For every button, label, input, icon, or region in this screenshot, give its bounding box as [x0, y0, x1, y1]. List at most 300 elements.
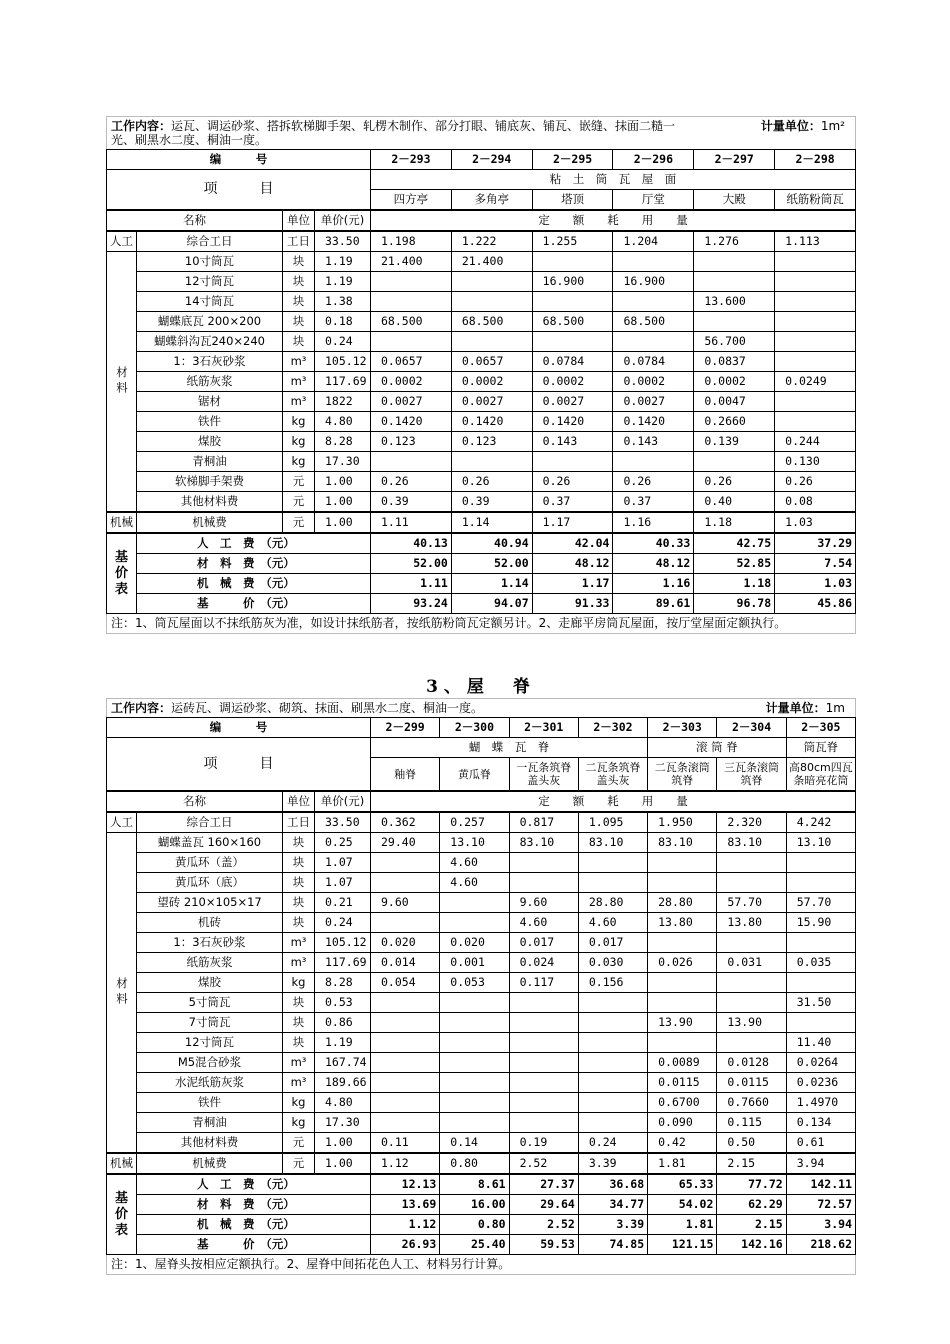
- quota-value: [371, 993, 440, 1013]
- base-label: 基 价 （元）: [137, 594, 371, 614]
- quota-value: 0.39: [451, 492, 532, 513]
- quota-value: [578, 1113, 647, 1133]
- resource-name: 1：3石灰砂浆: [137, 933, 283, 953]
- quota-value: 0.143: [613, 432, 694, 452]
- resource-name: 综合工日: [137, 231, 283, 252]
- table-row: [107, 492, 856, 513]
- resource-unit: m³: [283, 352, 315, 372]
- quota-value: [694, 252, 775, 272]
- quota-value: 1.18: [694, 512, 775, 533]
- resource-name: 煤胶: [137, 973, 283, 993]
- quota-value: [578, 1013, 647, 1033]
- quota-value: 0.0002: [694, 372, 775, 392]
- quota-value: 0.0027: [532, 392, 613, 412]
- quota-value: [648, 873, 717, 893]
- table-row: [107, 738, 856, 758]
- resource-unit: 块: [283, 1033, 315, 1053]
- work-content-label: 工作内容：: [111, 701, 172, 715]
- quota-value: 0.0027: [451, 392, 532, 412]
- quota-value: 0.0047: [694, 392, 775, 412]
- item-label: 项 目: [107, 170, 371, 211]
- quota-value: [717, 933, 786, 953]
- base-value: 1.14: [451, 574, 532, 594]
- unit-value: 1m: [825, 701, 845, 715]
- code-label: 编 号: [107, 718, 371, 738]
- sub-item-cell: 纸筋粉筒瓦: [775, 190, 856, 211]
- quota-value: 0.001: [440, 953, 509, 973]
- base-label: 机 械 费 （元）: [137, 574, 371, 594]
- base-value: 48.12: [532, 554, 613, 574]
- quota-value: [717, 1033, 786, 1053]
- table-row: [107, 1093, 856, 1113]
- resource-price: 4.80: [315, 1093, 371, 1113]
- resource-name: 12寸筒瓦: [137, 272, 283, 292]
- quota-value: [509, 1013, 578, 1033]
- quota-value: [371, 452, 452, 472]
- quota-value: [509, 993, 578, 1013]
- resource-price: 105.12: [315, 933, 371, 953]
- quota-value: 0.362: [371, 812, 440, 833]
- quota-value: 0.26: [694, 472, 775, 492]
- quota-value: [509, 1053, 578, 1073]
- table-row: [107, 853, 856, 873]
- quota-value: [371, 1093, 440, 1113]
- quota-value: 1.81: [648, 1153, 717, 1174]
- header-name: 名称: [107, 791, 283, 812]
- quota-value: 4.242: [786, 812, 855, 833]
- base-value: 25.40: [440, 1235, 509, 1255]
- resource-price: 1.07: [315, 853, 371, 873]
- resource-price: 17.30: [315, 1113, 371, 1133]
- quota-value: 13.80: [717, 913, 786, 933]
- quota-value: 1.113: [775, 231, 856, 252]
- quota-value: 15.90: [786, 913, 855, 933]
- table-row: [107, 432, 856, 452]
- resource-name: 机械费: [137, 512, 283, 533]
- quota-value: 0.0089: [648, 1053, 717, 1073]
- quota-value: 0.020: [440, 933, 509, 953]
- quota-value: [648, 973, 717, 993]
- code-cell: 2－293: [371, 150, 452, 170]
- table-row: [107, 812, 856, 833]
- resource-name: 其他材料费: [137, 1133, 283, 1154]
- base-value: 37.29: [775, 533, 856, 554]
- base-value: 1.16: [613, 574, 694, 594]
- quota-value: [371, 1053, 440, 1073]
- quota-value: 0.42: [648, 1133, 717, 1154]
- quota-value: 0.6700: [648, 1093, 717, 1113]
- base-value: 42.75: [694, 533, 775, 554]
- resource-unit: 元: [283, 1153, 315, 1174]
- base-value: 52.00: [371, 554, 452, 574]
- quota-value: 0.031: [717, 953, 786, 973]
- quota-value: [613, 292, 694, 312]
- sub-item-cell: 厅堂: [613, 190, 694, 211]
- quota-value: 0.0115: [648, 1073, 717, 1093]
- category-material: 材料: [107, 252, 137, 513]
- base-value: 72.57: [786, 1195, 855, 1215]
- table-row: [107, 1133, 856, 1154]
- base-value: 12.13: [371, 1174, 440, 1195]
- resource-unit: m³: [283, 933, 315, 953]
- base-value: 7.54: [775, 554, 856, 574]
- quota-value: 2.15: [717, 1153, 786, 1174]
- table-row: [107, 1113, 856, 1133]
- quota-value: [694, 272, 775, 292]
- work-content: [111, 701, 695, 715]
- quota-value: [775, 412, 856, 432]
- sub-item-cell: 黄瓜脊: [440, 758, 509, 792]
- table-row: [107, 933, 856, 953]
- base-value: 2.52: [509, 1215, 578, 1235]
- quota-value: 1.16: [613, 512, 694, 533]
- table-row: [107, 791, 856, 812]
- quota-value: 68.500: [451, 312, 532, 332]
- quota-value: 11.40: [786, 1033, 855, 1053]
- unit-label: 计量单位：: [760, 119, 821, 133]
- resource-name: 7寸筒瓦: [137, 1013, 283, 1033]
- quota-value: 0.143: [532, 432, 613, 452]
- base-value: 62.29: [717, 1195, 786, 1215]
- quota-value: 0.0002: [371, 372, 452, 392]
- base-value: 96.78: [694, 594, 775, 614]
- quota-value: [440, 993, 509, 1013]
- base-value: 34.77: [578, 1195, 647, 1215]
- quota-value: 4.60: [509, 913, 578, 933]
- quota-value: 0.017: [509, 933, 578, 953]
- resource-unit: 块: [283, 292, 315, 312]
- quota-value: [775, 312, 856, 332]
- code-cell: 2－295: [532, 150, 613, 170]
- quota-value: [509, 1033, 578, 1053]
- quota-value: [717, 973, 786, 993]
- quota-value: 13.80: [648, 913, 717, 933]
- quota-value: [371, 1033, 440, 1053]
- quota-value: [371, 1073, 440, 1093]
- quota-value: [371, 873, 440, 893]
- resource-unit: 元: [283, 492, 315, 513]
- quota-value: [775, 352, 856, 372]
- quota-value: 13.600: [694, 292, 775, 312]
- base-value: 42.04: [532, 533, 613, 554]
- resource-price: 1.19: [315, 252, 371, 272]
- quota-value: 0.053: [440, 973, 509, 993]
- quota-value: 1.950: [648, 812, 717, 833]
- quota-value: [613, 332, 694, 352]
- category-labor: 人工: [107, 812, 137, 833]
- base-value: 1.12: [371, 1215, 440, 1235]
- base-value: 1.03: [775, 574, 856, 594]
- table-row: [107, 1153, 856, 1174]
- quota-value: 13.10: [786, 833, 855, 853]
- sub-item-cell: 塔顶: [532, 190, 613, 211]
- quota-value: 1.03: [775, 512, 856, 533]
- quota-value: [371, 292, 452, 312]
- table-row: [107, 412, 856, 432]
- quota-value: 68.500: [613, 312, 694, 332]
- quota-value: [371, 272, 452, 292]
- table-row: [107, 292, 856, 312]
- base-value: 48.12: [613, 554, 694, 574]
- table-row: [107, 953, 856, 973]
- table-row: [107, 893, 856, 913]
- code-cell: 2－302: [578, 718, 647, 738]
- resource-name: 12寸筒瓦: [137, 1033, 283, 1053]
- header-price: 单价(元): [315, 210, 371, 231]
- resource-unit: 元: [283, 472, 315, 492]
- resource-name: 水泥纸筋灰浆: [137, 1073, 283, 1093]
- category-material: 材料: [107, 833, 137, 1154]
- quota-value: 57.70: [786, 893, 855, 913]
- quota-value: 0.1420: [451, 412, 532, 432]
- work-content-header: [106, 698, 856, 717]
- resource-unit: 块: [283, 1013, 315, 1033]
- quota-value: 1.17: [532, 512, 613, 533]
- quota-value: 0.030: [578, 953, 647, 973]
- resource-price: 1.00: [315, 492, 371, 513]
- sub-item-cell: 四方亭: [371, 190, 452, 211]
- table-row: [107, 170, 856, 190]
- resource-price: 0.25: [315, 833, 371, 853]
- work-content-text: 运瓦、调运砂浆、搭拆软梯脚手架、轧楞木制作、部分打眼、铺底灰、铺瓦、嵌缝、抹面二糙一光、刷黑水二度、桐油一度。: [111, 119, 676, 147]
- quota-value: 4.60: [440, 873, 509, 893]
- resource-price: 117.69: [315, 372, 371, 392]
- base-value: 52.00: [451, 554, 532, 574]
- base-value: 65.33: [648, 1174, 717, 1195]
- quota-value: 0.020: [371, 933, 440, 953]
- quota-value: 0.156: [578, 973, 647, 993]
- base-value: 13.69: [371, 1195, 440, 1215]
- quota-value: 0.19: [509, 1133, 578, 1154]
- quota-value: [509, 873, 578, 893]
- quota-value: [578, 993, 647, 1013]
- sub-item-cell: 一瓦条筑脊盖头灰: [509, 758, 578, 792]
- quota-value: 0.0264: [786, 1053, 855, 1073]
- quota-value: 29.40: [371, 833, 440, 853]
- resource-name: 纸筋灰浆: [137, 372, 283, 392]
- base-value: 93.24: [371, 594, 452, 614]
- measure-unit: [695, 119, 851, 147]
- category-base: 基价表: [107, 1174, 137, 1255]
- table-row: [107, 1053, 856, 1073]
- quota-value: [509, 1113, 578, 1133]
- quota-value: 0.26: [613, 472, 694, 492]
- quota-value: [509, 1073, 578, 1093]
- work-content-header: [106, 116, 856, 149]
- quota-sheet-ridge: [106, 676, 856, 1275]
- quota-value: [578, 1033, 647, 1053]
- quota-value: 0.1420: [532, 412, 613, 432]
- quota-value: 0.017: [578, 933, 647, 953]
- base-label: 人 工 费 （元）: [137, 533, 371, 554]
- resource-price: 1822: [315, 392, 371, 412]
- resource-price: 117.69: [315, 953, 371, 973]
- resource-unit: kg: [283, 432, 315, 452]
- base-value: 3.39: [578, 1215, 647, 1235]
- table-row: [107, 150, 856, 170]
- resource-unit: m³: [283, 1073, 315, 1093]
- quota-value: [371, 853, 440, 873]
- quota-value: 13.10: [440, 833, 509, 853]
- quota-value: [648, 1033, 717, 1053]
- quota-value: 0.0002: [532, 372, 613, 392]
- resource-price: 1.00: [315, 1153, 371, 1174]
- code-cell: 2－298: [775, 150, 856, 170]
- resource-unit: 块: [283, 913, 315, 933]
- resource-name: 1：3石灰砂浆: [137, 352, 283, 372]
- quota-value: 3.39: [578, 1153, 647, 1174]
- quota-value: [451, 292, 532, 312]
- quota-value: 83.10: [648, 833, 717, 853]
- quota-value: [717, 993, 786, 1013]
- base-value: 45.86: [775, 594, 856, 614]
- resource-name: 锯材: [137, 392, 283, 412]
- quota-value: 57.70: [717, 893, 786, 913]
- quota-table: [106, 717, 856, 1255]
- resource-price: 0.24: [315, 913, 371, 933]
- group-roller-ridge: 滚 筒 脊: [648, 738, 787, 758]
- base-value: 74.85: [578, 1235, 647, 1255]
- base-value: 142.16: [717, 1235, 786, 1255]
- resource-name: 14寸筒瓦: [137, 292, 283, 312]
- header-quota: 定 额 耗 用 量: [371, 791, 856, 812]
- quota-value: [648, 853, 717, 873]
- resource-name: 青桐油: [137, 452, 283, 472]
- quota-value: 4.60: [578, 913, 647, 933]
- resource-name: 蝴蝶盖瓦 160×160: [137, 833, 283, 853]
- resource-name: 机械费: [137, 1153, 283, 1174]
- quota-value: 0.0657: [371, 352, 452, 372]
- resource-unit: 元: [283, 512, 315, 533]
- quota-value: [440, 1013, 509, 1033]
- work-content-text: 运砖瓦、调运砂浆、砌筑、抹面、刷黑水二度、桐油一度。: [171, 701, 484, 715]
- quota-value: [613, 252, 694, 272]
- quota-value: 9.60: [509, 893, 578, 913]
- quota-value: 0.0784: [613, 352, 694, 372]
- resource-unit: kg: [283, 973, 315, 993]
- sub-item-cell: 二瓦条滚筒筑脊: [648, 758, 717, 792]
- table-row: [107, 231, 856, 252]
- quota-value: 0.80: [440, 1153, 509, 1174]
- quota-value: 31.50: [786, 993, 855, 1013]
- quota-value: [775, 272, 856, 292]
- base-value: 1.81: [648, 1215, 717, 1235]
- quota-value: 0.37: [613, 492, 694, 513]
- work-content: [111, 119, 695, 147]
- quota-value: [786, 933, 855, 953]
- quota-value: [717, 873, 786, 893]
- table-row: [107, 554, 856, 574]
- code-cell: 2－300: [440, 718, 509, 738]
- quota-value: 0.1420: [613, 412, 694, 432]
- quota-value: 83.10: [717, 833, 786, 853]
- sub-item-cell: 多角亭: [451, 190, 532, 211]
- quota-value: 21.400: [451, 252, 532, 272]
- quota-value: 0.1420: [371, 412, 452, 432]
- quota-value: 68.500: [532, 312, 613, 332]
- quota-value: [371, 913, 440, 933]
- table-row: [107, 1174, 856, 1195]
- quota-value: [578, 853, 647, 873]
- quota-value: 28.80: [578, 893, 647, 913]
- resource-unit: 块: [283, 893, 315, 913]
- table-row: [107, 312, 856, 332]
- quota-value: 0.024: [509, 953, 578, 973]
- quota-value: 0.123: [451, 432, 532, 452]
- quota-value: [694, 452, 775, 472]
- base-value: 1.11: [371, 574, 452, 594]
- base-value: 26.93: [371, 1235, 440, 1255]
- quota-value: 0.244: [775, 432, 856, 452]
- resource-unit: 块: [283, 833, 315, 853]
- base-value: 59.53: [509, 1235, 578, 1255]
- resource-unit: m³: [283, 953, 315, 973]
- resource-name: 10寸筒瓦: [137, 252, 283, 272]
- table-row: [107, 372, 856, 392]
- group-butterfly-ridge: 蝴 蝶 瓦 脊: [371, 738, 648, 758]
- unit-label: 计量单位：: [765, 701, 826, 715]
- quota-value: 13.90: [648, 1013, 717, 1033]
- quota-value: 0.0002: [451, 372, 532, 392]
- quota-value: [532, 252, 613, 272]
- base-value: 3.94: [786, 1215, 855, 1235]
- code-cell: 2－301: [509, 718, 578, 738]
- resource-price: 0.21: [315, 893, 371, 913]
- base-value: 218.62: [786, 1235, 855, 1255]
- code-cell: 2－305: [786, 718, 855, 738]
- quota-value: 28.80: [648, 893, 717, 913]
- quota-value: [775, 252, 856, 272]
- resource-price: 17.30: [315, 452, 371, 472]
- resource-price: 1.19: [315, 272, 371, 292]
- resource-unit: 块: [283, 853, 315, 873]
- quota-value: 1.11: [371, 512, 452, 533]
- base-value: 40.94: [451, 533, 532, 554]
- quota-value: [451, 332, 532, 352]
- quota-value: [613, 452, 694, 472]
- base-value: 1.17: [532, 574, 613, 594]
- quota-value: 0.035: [786, 953, 855, 973]
- resource-price: 189.66: [315, 1073, 371, 1093]
- quota-value: [532, 452, 613, 472]
- base-value: 40.13: [371, 533, 452, 554]
- quota-value: [717, 853, 786, 873]
- resource-price: 1.00: [315, 472, 371, 492]
- base-value: 1.18: [694, 574, 775, 594]
- quota-value: [451, 452, 532, 472]
- base-label: 基 价 （元）: [137, 1235, 371, 1255]
- quota-value: 68.500: [371, 312, 452, 332]
- quota-value: 0.0236: [786, 1073, 855, 1093]
- category-base: 基价表: [107, 533, 137, 614]
- resource-name: 蝴蝶斜沟瓦240×240: [137, 332, 283, 352]
- quota-value: [440, 913, 509, 933]
- resource-unit: 块: [283, 272, 315, 292]
- sub-item-cell: 大殿: [694, 190, 775, 211]
- table-row: [107, 873, 856, 893]
- quota-value: [509, 1093, 578, 1113]
- table-row: [107, 210, 856, 231]
- resource-unit: 块: [283, 873, 315, 893]
- quota-value: [371, 1013, 440, 1033]
- table-row: [107, 472, 856, 492]
- section-title: 3、屋 脊: [426, 677, 536, 697]
- quota-value: 4.60: [440, 853, 509, 873]
- quota-table: [106, 149, 856, 614]
- quota-value: [648, 993, 717, 1013]
- resource-name: 铁件: [137, 1093, 283, 1113]
- quota-value: 0.26: [371, 472, 452, 492]
